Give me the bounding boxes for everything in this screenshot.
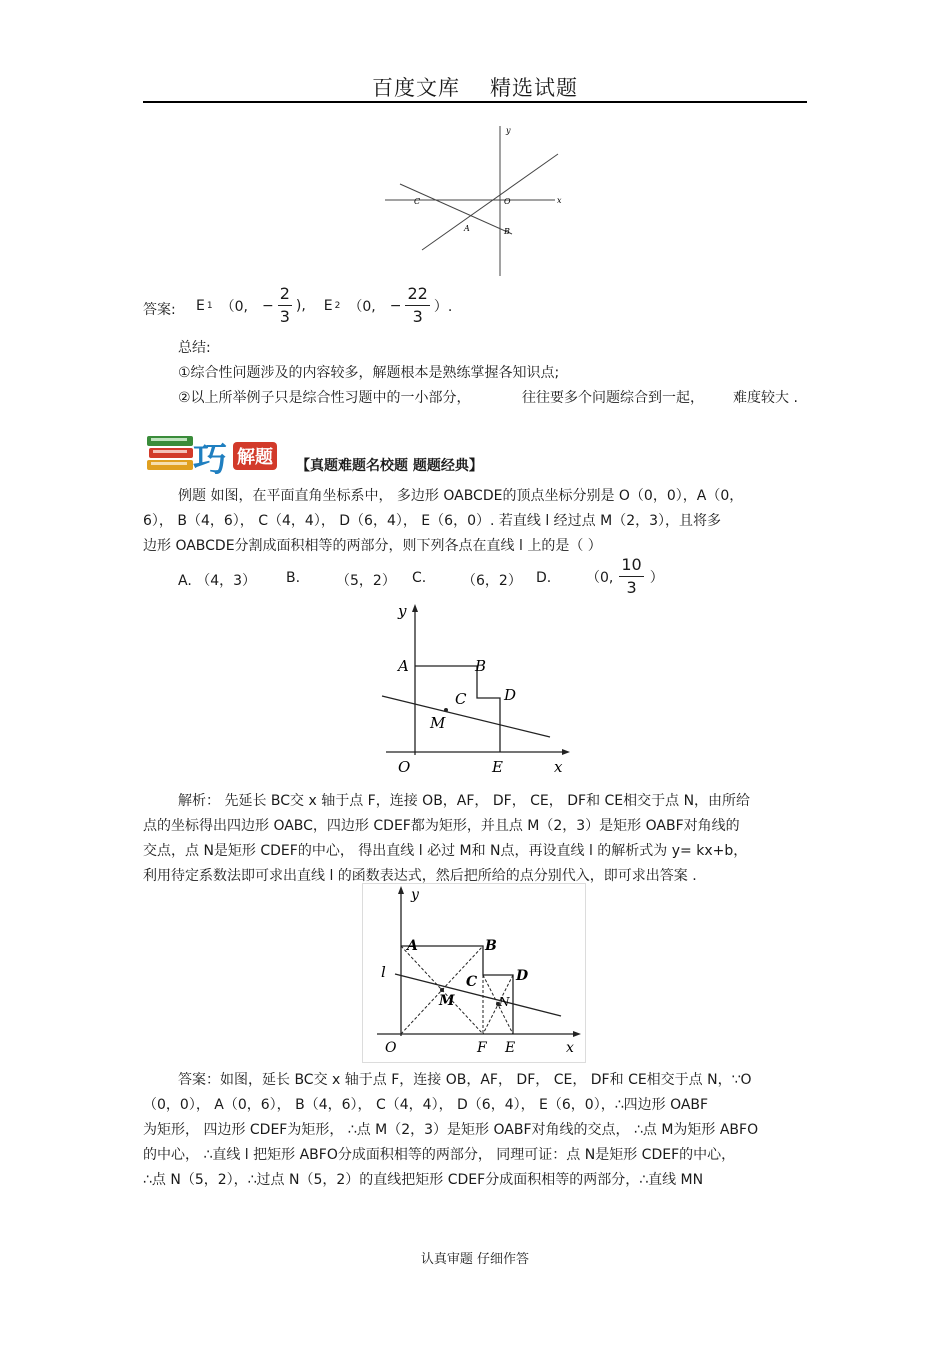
header-left: 百度文库	[372, 76, 460, 100]
fig3-label-O: O	[385, 1040, 397, 1056]
answer2-line-1: 答案：如图，延长 BC交 x 轴于点 F，连接 OB，AF， DF， CE， DF和 CE相交于点 N，∵O	[178, 1072, 752, 1088]
answer1-e1-neg: −	[261, 297, 274, 314]
fig2-label-M: M	[430, 714, 446, 732]
page-footer: 认真审题 仔细作答	[420, 1252, 530, 1267]
example-line-3: 边形 OABCDE分割成面积相等的两部分，则下列各点在直线 l 上的是（ ）	[143, 538, 602, 554]
option-c-value: （6，2）	[462, 573, 522, 589]
fig3-label-C: C	[466, 974, 478, 990]
answer1-e2-num: 22	[405, 286, 429, 306]
summary-point-2a: ②以上所举例子只是综合性习题中的一小部分，	[178, 390, 471, 406]
option-b-value: （5，2）	[336, 573, 396, 589]
fig2-label-C: C	[455, 690, 467, 708]
fig2-label-y: y	[398, 602, 407, 620]
answer1-e1-den: 3	[279, 307, 290, 326]
fig2-label-E: E	[492, 758, 503, 776]
answer1-e2: E	[323, 297, 333, 314]
fig3-label-y: y	[411, 887, 419, 903]
page-header	[0, 72, 950, 102]
option-a: A. （4，3）	[178, 573, 257, 589]
answer2-line-3: 为矩形， 四边形 CDEF为矩形， ∴点 M（2，3）是矩形 OABF对角线的交点， ∴点 M为矩形 ABFO	[143, 1122, 759, 1138]
analysis-line-4: 利用待定系数法即可求出直线 l 的函数表达式，然后把所给的点分别代入，即可求出答案 .	[143, 868, 697, 884]
option-d-value	[586, 557, 664, 596]
answer1-e2-close: ）.	[433, 298, 453, 315]
example-line-2: 6）， B（4，6）， C（4，4）， D（6，4）， E（6，0）. 若直线 l 经过点 M（2，3），且将多	[143, 513, 722, 529]
option-b-label: B.	[286, 570, 301, 586]
answer1-e1-close: ),	[295, 297, 306, 314]
figure-3	[362, 883, 586, 1063]
answer1-label: 答案:	[143, 302, 176, 318]
answer1-e2-fraction	[405, 286, 429, 325]
summary-point-2b: 往往要多个问题综合到一起，	[522, 390, 704, 406]
answer1-e1-fraction	[278, 286, 292, 325]
header-rule	[143, 101, 807, 103]
fig1-label-O: O	[504, 197, 511, 206]
answer1-e1-open: （0,	[220, 298, 248, 315]
option-c-label: C.	[412, 570, 427, 586]
answer1-e1-num: 2	[278, 286, 292, 306]
answer1-e2-den: 3	[412, 307, 423, 326]
banner-logo	[145, 432, 295, 480]
answer1-e2-neg: −	[389, 297, 402, 314]
analysis-line-1: 解析： 先延长 BC交 x 轴于点 F，连接 OB，AF， DF， CE， DF和 CE相交于点 N，由所给	[178, 793, 751, 809]
option-d-den: 3	[626, 578, 637, 597]
answer1-e2-open: （0,	[348, 298, 376, 315]
fig2-label-O: O	[398, 758, 411, 776]
fig1-label-y: y	[506, 126, 511, 135]
fig1-label-B: B	[504, 227, 510, 236]
banner-logo-char: 巧	[193, 440, 227, 480]
fig3-label-D: D	[516, 968, 529, 984]
fig3-label-M: M	[439, 993, 455, 1009]
option-d-close: ）	[649, 569, 664, 586]
banner-logo-word: 解题	[233, 442, 277, 470]
fig1-label-x: x	[557, 196, 562, 205]
fig3-label-x: x	[566, 1040, 574, 1056]
fig2-label-A: A	[398, 657, 409, 675]
fig2-label-B: B	[475, 657, 487, 675]
answer2-line-2: （0，0）， A（0，6）， B（4，6）， C（4，4）， D（6，4）， E（6，0），∴四边形 OABF	[143, 1097, 709, 1113]
fig1-label-A: A	[464, 224, 470, 233]
option-d-label: D.	[536, 570, 552, 586]
fig3-label-F: F	[477, 1040, 487, 1056]
answer1-e1: E	[196, 297, 205, 314]
fig3-label-E: E	[505, 1040, 516, 1056]
summary-title: 总结:	[178, 340, 211, 356]
option-d-num: 10	[619, 557, 643, 577]
fig3-label-N: N	[499, 995, 510, 1009]
analysis-line-3: 交点，点 N是矩形 CDEF的中心， 得出直线 l 必过 M和 N点，再设直线 l 的解析式为 y= kx+b，	[143, 843, 748, 859]
answer1-e1-sub: 1	[206, 300, 213, 311]
figure-1	[380, 124, 570, 279]
fig2-label-x: x	[554, 758, 563, 776]
fig3-label-B: B	[485, 938, 497, 954]
fig2-label-D: D	[504, 686, 517, 704]
fig3-label-l: l	[381, 963, 386, 981]
summary-point-2c: 难度较大 .	[733, 390, 798, 406]
answer1-e2-sub: 2	[334, 300, 341, 311]
option-d-fraction	[619, 557, 643, 596]
fig3-label-A: A	[407, 938, 418, 954]
example-line-1: 例题 如图，在平面直角坐标系中， 多边形 OABCDE的顶点坐标分别是 O（0，0），A（0，	[178, 488, 744, 504]
option-d-open: （0,	[586, 569, 614, 586]
analysis-line-2: 点的坐标得出四边形 OABC，四边形 CDEF都为矩形，并且点 M（2，3）是矩形 OABF对角线的	[143, 818, 740, 834]
figure-2	[378, 600, 578, 780]
answer2-line-5: ∴点 N（5，2），∴过点 N（5，2）的直线把矩形 CDEF分成面积相等的两部分，∴直线 MN	[143, 1172, 704, 1188]
banner-text: 【真题难题名校题 题题经典】	[296, 458, 483, 474]
header-right: 精选试题	[490, 76, 578, 100]
fig1-label-C: C	[414, 197, 421, 206]
summary-point-1: ①综合性问题涉及的内容较多，解题根本是熟练掌握各知识点;	[178, 365, 560, 381]
answer1-expression	[196, 286, 452, 325]
answer2-line-4: 的中心， ∴直线 l 把矩形 ABFO分成面积相等的两部分， 同理可证：点 N是矩形 CDEF的中心，	[143, 1147, 736, 1163]
